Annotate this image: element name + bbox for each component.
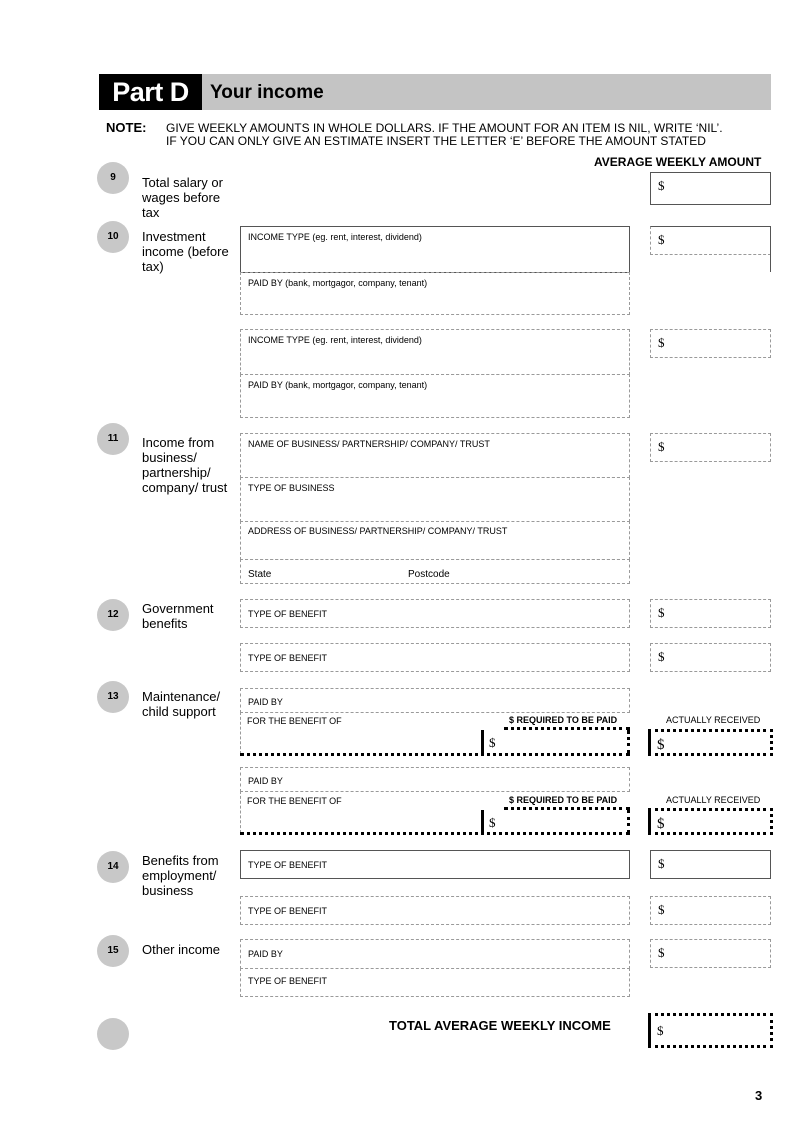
state-postcode-field[interactable] bbox=[240, 559, 630, 584]
state-label: State bbox=[248, 569, 272, 580]
for-benefit-of-label-1[interactable]: FOR THE BENEFIT OF bbox=[247, 716, 342, 726]
other-amount-field[interactable] bbox=[650, 939, 771, 968]
received-amount-field-1[interactable] bbox=[648, 729, 773, 756]
government-amount-field-1[interactable] bbox=[650, 599, 771, 628]
divider bbox=[240, 791, 242, 833]
item-number-11: 11 bbox=[97, 423, 129, 455]
field-label: NAME OF BUSINESS/ PARTNERSHIP/ COMPANY/ TRUST bbox=[248, 439, 490, 449]
for-benefit-of-label-2[interactable]: FOR THE BENEFIT OF bbox=[247, 796, 342, 806]
government-amount-field-2[interactable] bbox=[650, 643, 771, 672]
received-amount-field-2[interactable] bbox=[648, 808, 773, 835]
field-label: PAID BY (bank, mortgagor, company, tenant) bbox=[248, 380, 428, 390]
other-benefit-type-field[interactable] bbox=[240, 968, 630, 997]
investment-amount-field-2[interactable] bbox=[650, 329, 771, 358]
item-number-13: 13 bbox=[97, 681, 129, 713]
required-amount-field-2[interactable] bbox=[481, 810, 630, 833]
postcode-label: Postcode bbox=[408, 569, 450, 580]
business-name-field[interactable] bbox=[240, 433, 630, 478]
required-header-2: $ REQUIRED TO BE PAID bbox=[509, 795, 618, 805]
item-number-9: 9 bbox=[97, 162, 129, 194]
income-type-field-1[interactable] bbox=[240, 226, 630, 273]
dollar-sign: $ bbox=[658, 902, 665, 917]
dollar-sign: $ bbox=[658, 945, 665, 960]
maintenance-paid-by-field-2[interactable] bbox=[240, 767, 630, 792]
dollar-sign: $ bbox=[658, 178, 665, 193]
dotted-rule bbox=[240, 753, 630, 756]
maintenance-paid-by-field-1[interactable] bbox=[240, 688, 630, 713]
field-label: TYPE OF BENEFIT bbox=[248, 609, 328, 619]
field-label: PAID BY (bank, mortgagor, company, tenant) bbox=[248, 278, 428, 288]
required-amount-field-1[interactable] bbox=[481, 730, 630, 754]
section-title: Your income bbox=[210, 82, 324, 103]
field-label: TYPE OF BENEFIT bbox=[248, 906, 328, 916]
income-type-field-2[interactable] bbox=[240, 329, 630, 375]
received-header-1: ACTUALLY RECEIVED bbox=[666, 715, 761, 725]
field-label: TYPE OF BENEFIT bbox=[248, 976, 328, 986]
divider bbox=[240, 712, 242, 754]
dollar-sign: $ bbox=[658, 649, 665, 664]
government-benefit-type-2[interactable] bbox=[240, 643, 630, 672]
field-label: TYPE OF BENEFIT bbox=[248, 653, 328, 663]
total-amount-field[interactable] bbox=[648, 1013, 773, 1048]
dollar-sign: $ bbox=[658, 335, 665, 350]
dollar-sign: $ bbox=[489, 815, 496, 830]
note-line-1: GIVE WEEKLY AMOUNTS IN WHOLE DOLLARS. IF THE AMOUNT FOR AN ITEM IS NIL, WRITE ‘NIL’. bbox=[166, 121, 723, 135]
dollar-sign: $ bbox=[657, 737, 665, 753]
employment-benefit-type-1[interactable] bbox=[240, 850, 630, 879]
dollar-sign: $ bbox=[489, 735, 496, 750]
business-type-field[interactable] bbox=[240, 477, 630, 522]
item-number-10: 10 bbox=[97, 221, 129, 253]
page-number: 3 bbox=[755, 1088, 763, 1103]
field-label: TYPE OF BENEFIT bbox=[248, 860, 328, 870]
paid-by-field-2[interactable] bbox=[240, 374, 630, 418]
total-marker bbox=[97, 1018, 129, 1050]
field-label: INCOME TYPE (eg. rent, interest, dividend) bbox=[248, 335, 422, 345]
salary-amount-field[interactable] bbox=[650, 172, 771, 205]
field-label: PAID BY bbox=[248, 776, 283, 786]
employment-amount-field-2[interactable] bbox=[650, 896, 771, 925]
item-number-15: 15 bbox=[97, 935, 129, 967]
note-line-2: IF YOU CAN ONLY GIVE AN ESTIMATE INSERT THE LETTER ‘E’ BEFORE THE AMOUNT STATED bbox=[166, 134, 706, 148]
field-label: TYPE OF BUSINESS bbox=[248, 483, 335, 493]
dollar-sign: $ bbox=[658, 605, 665, 620]
item-number-12: 12 bbox=[97, 599, 129, 631]
dollar-sign: $ bbox=[658, 439, 665, 454]
other-paid-by-field[interactable] bbox=[240, 939, 630, 969]
dollar-sign: $ bbox=[658, 232, 665, 247]
field-label: PAID BY bbox=[248, 697, 283, 707]
investment-amount-field-1[interactable] bbox=[650, 226, 771, 255]
total-label: TOTAL AVERAGE WEEKLY INCOME bbox=[389, 1018, 611, 1033]
paid-by-field-1[interactable] bbox=[240, 272, 630, 315]
business-amount-field[interactable] bbox=[650, 433, 771, 462]
item-label-business: Income from business/ partnership/ company/ trust bbox=[142, 435, 228, 495]
dollar-sign: $ bbox=[657, 1023, 664, 1038]
item-label-salary: Total salary or wages before tax bbox=[142, 175, 223, 220]
field-label: PAID BY bbox=[248, 949, 283, 959]
dotted-rule bbox=[240, 832, 630, 835]
field-label: ADDRESS OF BUSINESS/ PARTNERSHIP/ COMPANY/ TRUST bbox=[248, 526, 508, 536]
divider bbox=[770, 254, 771, 272]
dollar-sign: $ bbox=[657, 816, 665, 832]
item-label-other: Other income bbox=[142, 942, 221, 957]
item-label-employment: Benefits from employment/ business bbox=[142, 853, 219, 898]
average-weekly-amount-header: AVERAGE WEEKLY AMOUNT bbox=[594, 155, 762, 169]
note-label: NOTE: bbox=[106, 120, 147, 135]
government-benefit-type-1[interactable] bbox=[240, 599, 630, 628]
employment-amount-field-1[interactable] bbox=[650, 850, 771, 879]
required-header-1: $ REQUIRED TO BE PAID bbox=[509, 715, 618, 725]
field-label: INCOME TYPE (eg. rent, interest, dividend) bbox=[248, 232, 422, 242]
item-label-investment: Investment income (before tax) bbox=[142, 229, 229, 274]
dollar-sign: $ bbox=[658, 856, 665, 871]
received-header-2: ACTUALLY RECEIVED bbox=[666, 795, 761, 805]
item-label-maintenance: Maintenance/ child support bbox=[142, 689, 221, 719]
business-address-field[interactable] bbox=[240, 521, 630, 560]
item-label-government: Government benefits bbox=[142, 601, 214, 631]
employment-benefit-type-2[interactable] bbox=[240, 896, 630, 925]
part-label: Part D bbox=[99, 74, 202, 110]
item-number-14: 14 bbox=[97, 851, 129, 883]
